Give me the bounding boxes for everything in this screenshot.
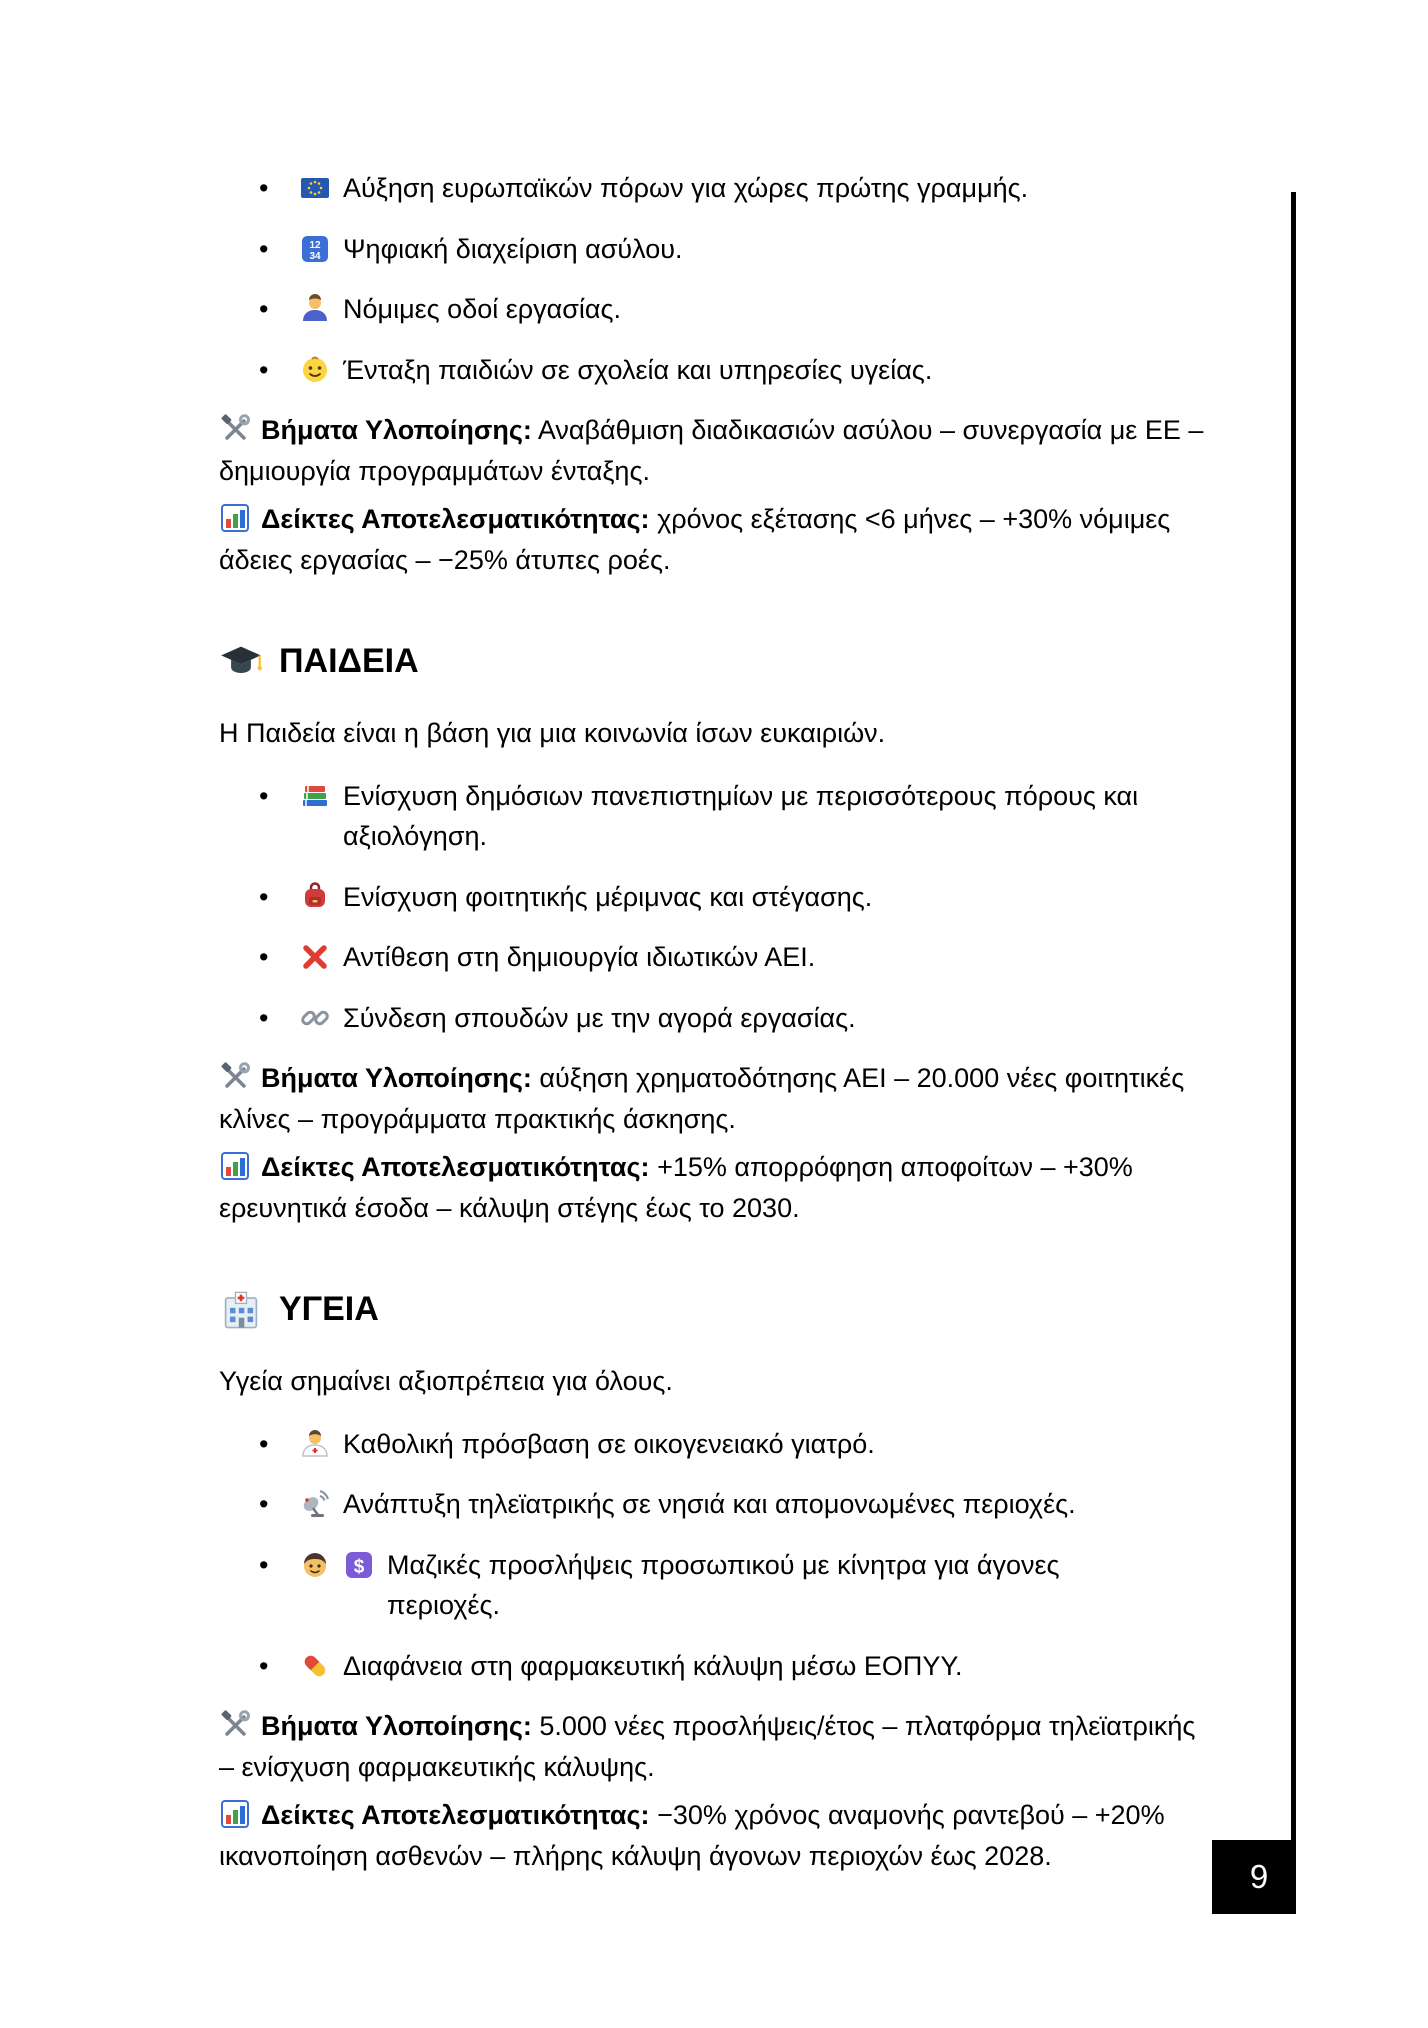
bullet-text: Μαζικές προσλήψεις προσωπικού με κίνητρα για άγονες περιοχές. <box>387 1549 1060 1620</box>
bullet-text: Σύνδεση σπουδών με την αγορά εργασίας. <box>343 1002 856 1033</box>
steps-text: Αναβάθμιση διαδικασιών ασύλου – συνεργασία με ΕΕ – δημιουργία προγραμμάτων ένταξης. <box>219 415 1204 486</box>
graduation-cap-icon <box>219 640 263 684</box>
list-item <box>259 1424 1171 1465</box>
pill-icon <box>299 1650 331 1682</box>
list-item <box>259 1646 1171 1687</box>
cross-mark-icon <box>299 941 331 973</box>
health-intro: Υγεία σημαίνει αξιοπρέπεια για όλους. <box>219 1366 673 1396</box>
bar-chart-icon <box>219 1150 251 1182</box>
page-number: 9 <box>1249 1858 1269 1895</box>
steps-label: Βήματα Υλοποίησης: <box>261 1711 532 1741</box>
child-face-icon <box>299 354 331 386</box>
bullet-text: Ψηφιακή διαχείριση ασύλου. <box>343 233 683 264</box>
steps-label: Βήματα Υλοποίησης: <box>261 1063 532 1093</box>
health-bullet-list <box>219 1424 1211 1687</box>
indicators-text: −30% χρόνος αναμονής ραντεβού – +20% ικανοποίηση ασθενών – πλήρης κάλυψη άγονων περιοχών έως 2028. <box>219 1800 1165 1871</box>
bullet-marker <box>259 1646 299 1687</box>
side-rule <box>1291 192 1296 1840</box>
list-item <box>259 1545 1171 1626</box>
bullet-marker <box>259 1545 299 1586</box>
indicators-paragraph <box>219 1795 1211 1876</box>
indicators-paragraph <box>219 1147 1211 1228</box>
dollar-sign-icon <box>343 1549 375 1581</box>
bullet-text: Ενίσχυση δημόσιων πανεπιστημίων με περισσότερους πόρους και αξιολόγηση. <box>343 780 1139 851</box>
list-item <box>259 776 1171 857</box>
list-item <box>259 350 1171 391</box>
school-backpack-icon <box>299 881 331 913</box>
link-icon <box>299 1002 331 1034</box>
bullet-marker <box>259 350 299 391</box>
indicators-text: +15% απορρόφηση αποφοίτων – +30% ερευνητικά έσοδα – κάλυψη στέγης έως το 2030. <box>219 1152 1133 1223</box>
steps-text: αύξηση χρηματοδότησης ΑΕΙ – 20.000 νέες φοιτητικές κλίνες – προγράμματα πρακτικής άσκησης. <box>219 1063 1185 1134</box>
asylum-kpi-block <box>219 410 1211 580</box>
person-face-icon <box>299 1549 331 1581</box>
asylum-bullet-list <box>219 168 1211 390</box>
page-number-box <box>1212 1840 1296 1914</box>
indicators-paragraph <box>219 499 1211 580</box>
bar-chart-icon <box>219 1798 251 1830</box>
bullet-text: Ανάπτυξη τηλεϊατρικής σε νησιά και απομονωμένες περιοχές. <box>343 1489 1076 1519</box>
bullet-marker <box>259 168 299 209</box>
hammer-wrench-icon <box>219 1061 251 1093</box>
bullet-text: Καθολική πρόσβαση σε οικογενειακό γιατρό. <box>343 1428 875 1459</box>
section-title-text: ΠΑΙΔΕΙΑ <box>279 642 419 680</box>
health-kpi-block <box>219 1706 1211 1876</box>
bullet-text: Αντίθεση στη δημιουργία ιδιωτικών ΑΕΙ. <box>343 942 816 972</box>
indicators-label: Δείκτες Αποτελεσματικότητας: <box>261 504 650 534</box>
steps-text: 5.000 νέες προσλήψεις/έτος – πλατφόρμα τηλεϊατρικής – ενίσχυση φαρμακευτικής κάλυψης. <box>219 1711 1196 1782</box>
list-item <box>259 1484 1171 1525</box>
bullet-text: Διαφάνεια στη φαρμακευτική κάλυψη μέσω ΕΟΠΥΥ. <box>343 1650 963 1681</box>
bullet-marker <box>259 998 299 1039</box>
steps-label: Βήματα Υλοποίησης: <box>261 415 532 445</box>
bullet-marker <box>259 289 299 330</box>
bullet-text: Νόμιμες οδοί εργασίας. <box>343 294 622 324</box>
page-content <box>219 168 1211 1884</box>
list-item <box>259 289 1171 330</box>
steps-paragraph <box>219 1058 1211 1139</box>
bullet-marker <box>259 937 299 978</box>
books-icon <box>299 780 331 812</box>
section-title-text: ΥΓΕΙΑ <box>279 1290 379 1328</box>
digital-numbers-icon <box>299 233 331 265</box>
section-title-health <box>219 1284 1211 1335</box>
bullet-marker <box>259 877 299 918</box>
list-item <box>259 168 1171 209</box>
education-kpi-block <box>219 1058 1211 1228</box>
svg-text:12: 12 <box>309 239 321 251</box>
bullet-marker <box>259 1424 299 1465</box>
education-bullet-list <box>219 776 1211 1039</box>
svg-text:34: 34 <box>309 250 321 262</box>
office-worker-icon <box>299 293 331 325</box>
svg-text:$: $ <box>353 1556 365 1577</box>
bullet-marker <box>259 229 299 270</box>
indicators-label: Δείκτες Αποτελεσματικότητας: <box>261 1800 650 1830</box>
list-item <box>259 877 1171 918</box>
bullet-text: Αύξηση ευρωπαϊκών πόρων για χώρες πρώτης γραμμής. <box>343 173 1029 203</box>
steps-paragraph <box>219 1706 1211 1787</box>
list-item <box>259 998 1171 1039</box>
indicators-label: Δείκτες Αποτελεσματικότητας: <box>261 1152 650 1182</box>
education-intro: Η Παιδεία είναι η βάση για μια κοινωνία ίσων ευκαιριών. <box>219 718 886 748</box>
bullet-marker <box>259 776 299 817</box>
satellite-antenna-icon <box>299 1488 331 1520</box>
eu-flag-icon <box>299 172 331 204</box>
bullet-text: Ένταξη παιδιών σε σχολεία και υπηρεσίες υγείας. <box>343 354 933 385</box>
hospital-icon <box>219 1288 263 1332</box>
health-worker-icon <box>299 1428 331 1460</box>
list-item <box>259 937 1171 978</box>
hammer-wrench-icon <box>219 1709 251 1741</box>
hammer-wrench-icon <box>219 413 251 445</box>
bullet-marker <box>259 1484 299 1525</box>
indicators-text: χρόνος εξέτασης <6 μήνες – +30% νόμιμες άδειες εργασίας – −25% άτυπες ροές. <box>219 504 1171 575</box>
section-title-education <box>219 636 1211 687</box>
list-item <box>259 229 1171 270</box>
bar-chart-icon <box>219 502 251 534</box>
bullet-text: Ενίσχυση φοιτητικής μέριμνας και στέγασης. <box>343 881 873 912</box>
steps-paragraph <box>219 410 1211 491</box>
